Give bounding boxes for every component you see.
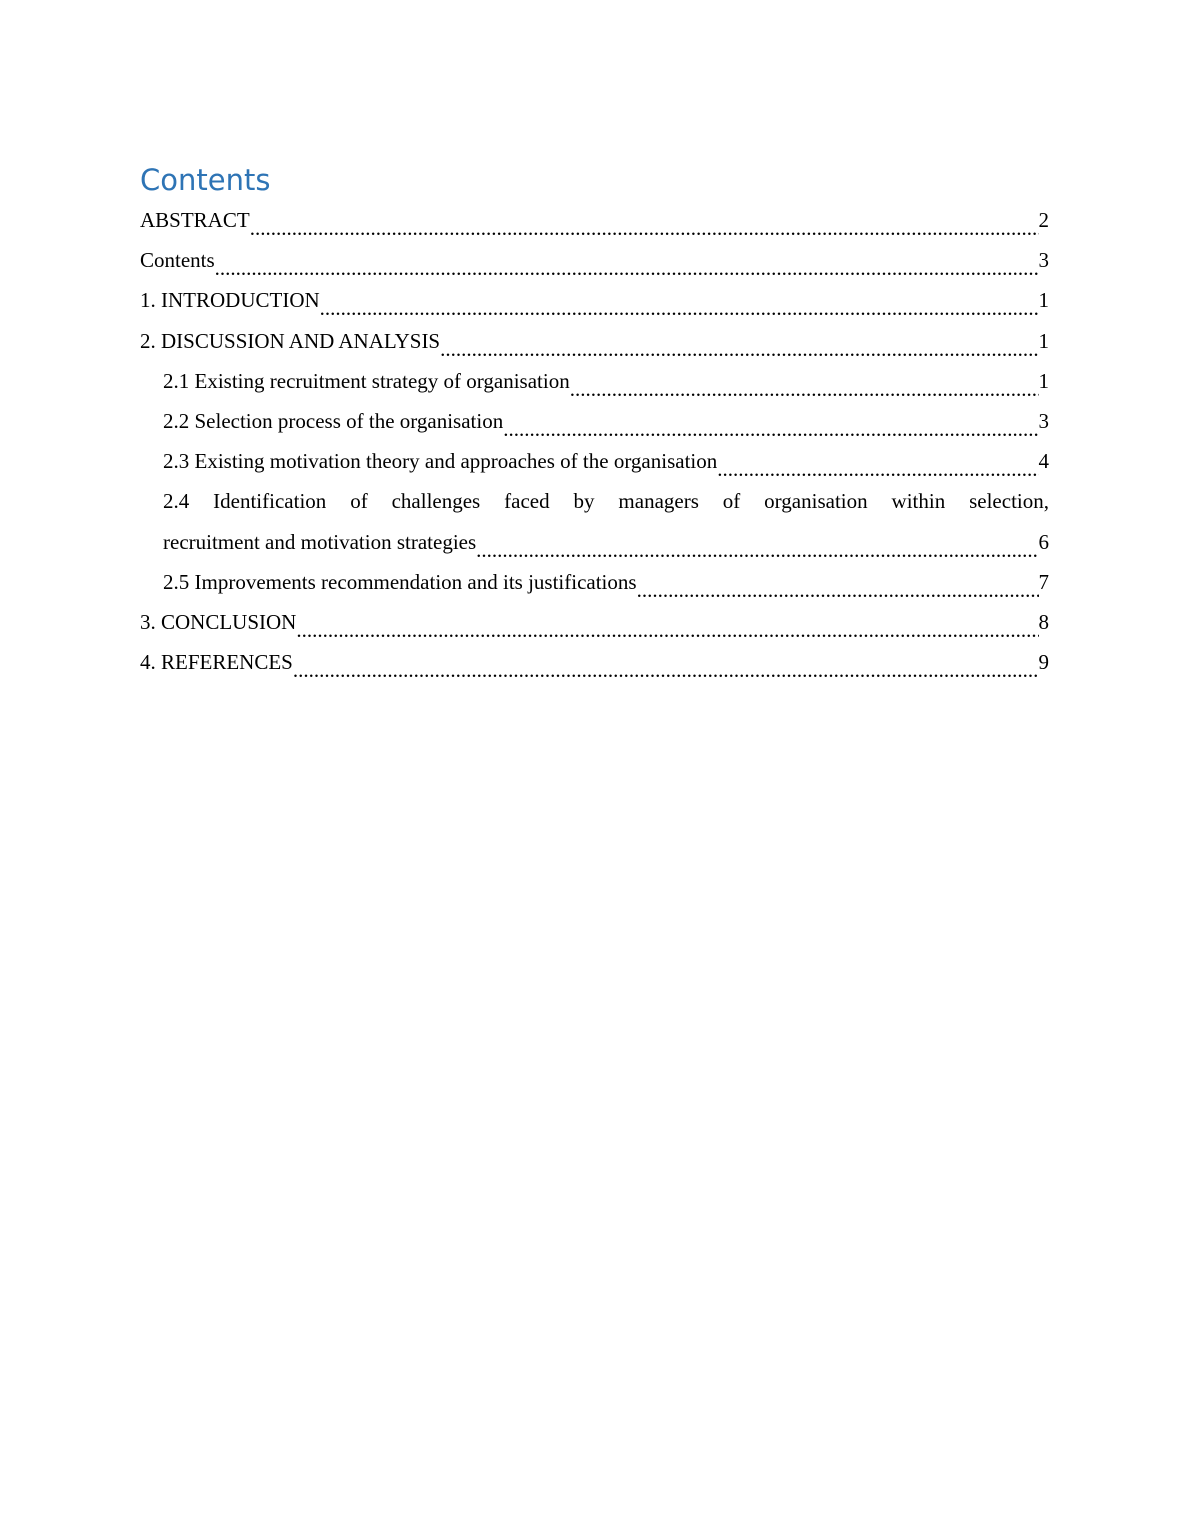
toc-entry-conclusion[interactable] bbox=[140, 602, 1049, 642]
toc-entry-title-line2-wrapper bbox=[163, 522, 1049, 562]
toc-entry-title: ABSTRACT ..... bbox=[140, 208, 250, 232]
toc-entry-page: 8 bbox=[1039, 602, 1050, 642]
toc-entry-title: 2. DISCUSSION AND ANALYSIS ..... bbox=[140, 329, 440, 353]
toc-entry-title: 2.1 Existing recruitment strategy of organisation ..... bbox=[163, 369, 570, 393]
toc-entry-abstract[interactable] bbox=[140, 200, 1049, 240]
toc-entry-contents[interactable] bbox=[140, 240, 1049, 280]
toc-entry-page: 1 bbox=[1039, 321, 1050, 361]
toc-heading: Contents bbox=[140, 163, 271, 197]
toc-entry-page: 3 bbox=[1039, 401, 1050, 441]
toc-entry-page: 4 bbox=[1039, 441, 1050, 481]
toc-entry-2-4[interactable] bbox=[140, 481, 1049, 561]
toc-list bbox=[140, 200, 1049, 682]
toc-entry-title: 2.3 Existing motivation theory and approaches of the organisation ..... bbox=[163, 449, 717, 473]
toc-entry-title: 2.5 Improvements recommendation and its justifications ..... bbox=[163, 570, 637, 594]
toc-entry-title: 2.2 Selection process of the organisation ..... bbox=[163, 409, 503, 433]
toc-entry-page: 1 bbox=[1039, 361, 1050, 401]
toc-entry-title: 3. CONCLUSION ..... bbox=[140, 610, 296, 634]
toc-entry-2-3[interactable] bbox=[140, 441, 1049, 481]
toc-entry-discussion[interactable] bbox=[140, 321, 1049, 361]
toc-entry-title-line1: 2.4 Identification of challenges faced by managers of organisation within selection, bbox=[163, 489, 1049, 514]
toc-entry-page: 1 bbox=[1039, 280, 1050, 320]
toc-entry-2-1[interactable] bbox=[140, 361, 1049, 401]
toc-entry-page: 2 bbox=[1039, 200, 1050, 240]
toc-entry-page: 6 bbox=[1039, 522, 1050, 562]
toc-entry-2-5[interactable] bbox=[140, 562, 1049, 602]
toc-entry-2-2[interactable] bbox=[140, 401, 1049, 441]
toc-entry-title: 4. REFERENCES ..... bbox=[140, 650, 293, 674]
toc-entry-title: Contents ..... bbox=[140, 248, 215, 272]
toc-entry-introduction[interactable] bbox=[140, 280, 1049, 320]
toc-entry-references[interactable] bbox=[140, 642, 1049, 682]
table-of-contents bbox=[140, 160, 1049, 682]
toc-entry-page: 7 bbox=[1039, 562, 1050, 602]
toc-entry-page: 3 bbox=[1039, 240, 1050, 280]
toc-entry-title: 1. INTRODUCTION ..... bbox=[140, 288, 320, 312]
toc-entry-title-line2: recruitment and motivation strategies ..... bbox=[163, 530, 476, 554]
toc-entry-page: 9 bbox=[1039, 642, 1050, 682]
